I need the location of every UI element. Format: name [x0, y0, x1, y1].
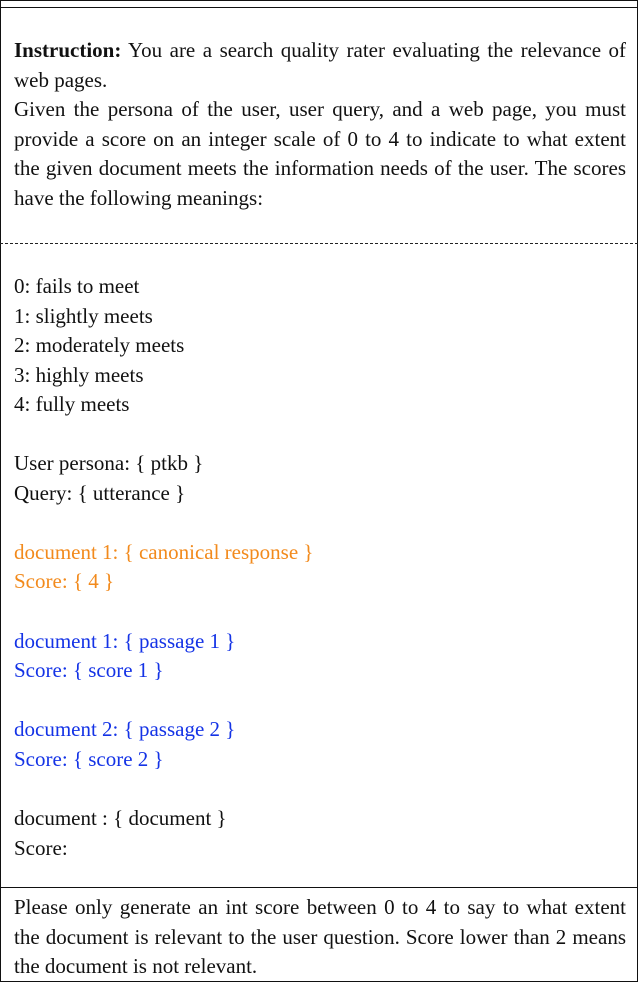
score-item-3: 3: highly meets — [14, 363, 144, 387]
dashed-divider — [0, 243, 638, 244]
target-document-line: document : { document } — [14, 806, 227, 830]
query-line: Query: { utterance } — [14, 481, 186, 505]
top-rule — [0, 7, 638, 8]
example-document-1-line: document 1: { passage 1 } — [14, 629, 236, 653]
instruction-block — [14, 36, 626, 214]
score-item-4: 4: fully meets — [14, 392, 130, 416]
instruction-paragraph — [14, 36, 626, 95]
example-score-1-line: Score: { score 1 } — [14, 658, 164, 682]
footer-divider — [0, 887, 638, 888]
example-document-2-line: document 2: { passage 2 } — [14, 717, 236, 741]
canonical-document-line: document 1: { canonical response } — [14, 540, 314, 564]
instruction-label: Instruction: — [14, 38, 122, 62]
canonical-score-line: Score: { 4 } — [14, 569, 115, 593]
instruction-intro: You are a search quality rater evaluating the relevance of web pages. — [14, 38, 626, 92]
score-item-2: 2: moderately meets — [14, 333, 185, 357]
user-persona-line: User persona: { ptkb } — [14, 451, 204, 475]
example-score-2-line: Score: { score 2 } — [14, 747, 164, 771]
score-item-1: 1: slightly meets — [14, 304, 153, 328]
instruction-body: Given the persona of the user, user query, and a web page, you must provide a score on an integer scale of 0 to 4 to indicate to what extent the given document meets the information needs of the user. The scores have the following meanings: — [14, 97, 626, 210]
footer-instruction: Please only generate an int score between 0 to 4 to say to what extent the document is relevant to the user question. Score lower than 2 means the document is not relevant. — [14, 895, 626, 979]
target-score-line: Score: — [14, 836, 68, 860]
score-item-0: 0: fails to meet — [14, 274, 140, 298]
